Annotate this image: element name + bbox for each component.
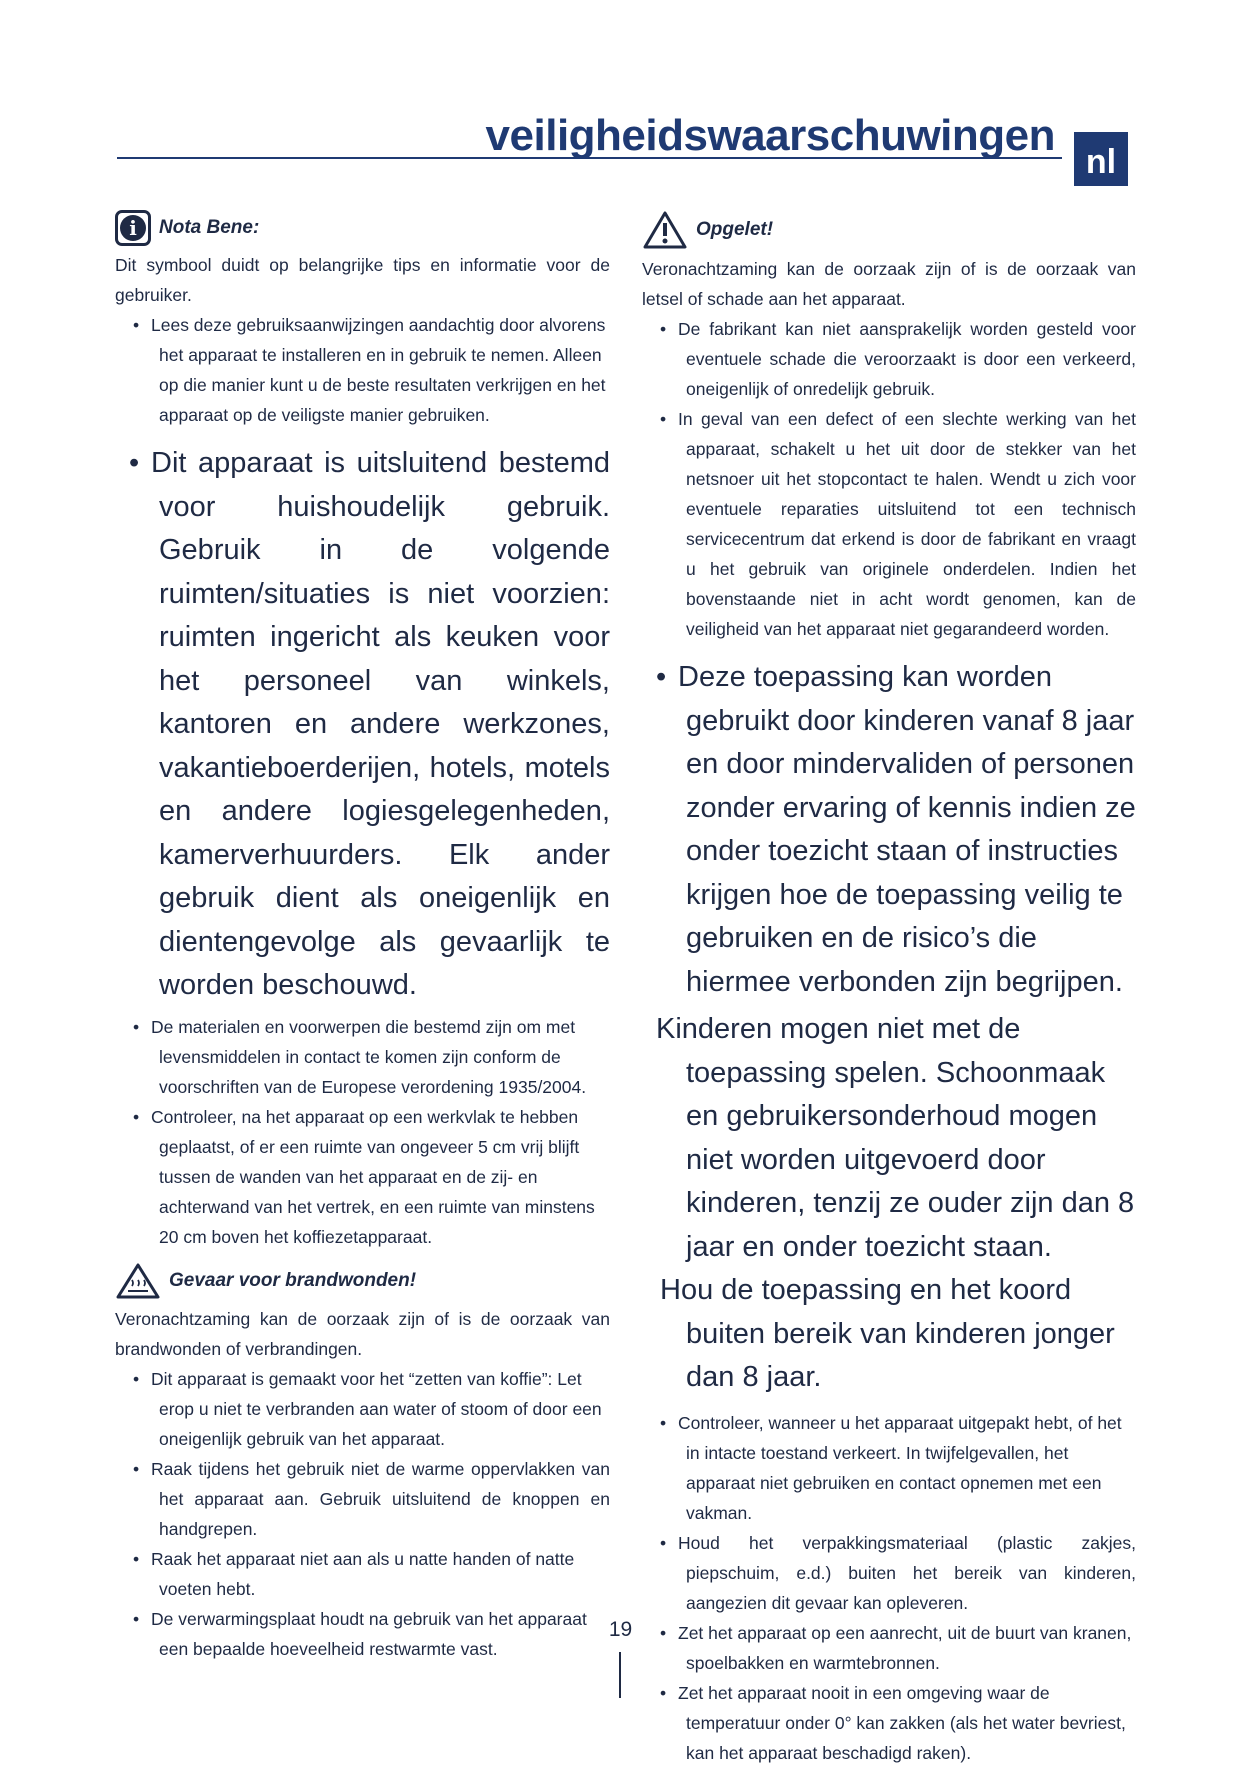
nota-bene-list	[115, 310, 610, 430]
household-use-list	[115, 442, 610, 1008]
household-use-warning: • Dit apparaat is uitsluitend bestemd voor huishoudelijk gebruik. Gebruik in de volgende ruimten/situaties is niet voorzien: ruimten ingericht als keuken voor het personeel van winkels, kantoren en andere werkzones, vakantieboerderijen, hotels, motels en andere logiesgelegenheden, kamerverhuurders. Elk ander gebruik dient als oneigenlijk en dientengevolge als gevaarlijk te worden beschouwd.	[115, 442, 610, 1008]
list-item: • Lees deze gebruiksaanwijzingen aandachtig door alvorens het apparaat te installeren en in gebruik te nemen. Alleen op die manier kunt u de beste resultaten verkrijgen en het apparaat op de veiligste manier gebruiken.	[115, 310, 610, 430]
installation-list	[642, 1408, 1136, 1768]
nota-bene-title: Nota Bene:	[159, 217, 260, 238]
page-number-rule	[619, 1652, 621, 1698]
children-use-list	[642, 656, 1136, 1004]
page-title: veiligheidswaarschuwingen	[485, 111, 1055, 160]
list-item: • Controleer, na het apparaat op een werkvlak te hebben geplaatst, of er een ruimte van ongeveer 5 cm vrij blijft tussen de wanden van het apparaat en de zij- en achterwand van het vertrek, en een ruimte van minstens 20 cm boven het koffiezetapparaat.	[115, 1102, 610, 1252]
left-column	[115, 210, 610, 1664]
list-item: • De verwarmingsplaat houdt na gebruik van het apparaat een bepaalde hoeveelheid restwarmte vast.	[115, 1604, 610, 1664]
list-item: • Raak het apparaat niet aan als u natte handen of natte voeten hebt.	[115, 1544, 610, 1604]
children-use-warning: • Deze toepassing kan worden gebruikt door kinderen vanaf 8 jaar en door mindervaliden of personen zonder ervaring of kennis indien ze onder toezicht staan of instructies krijgen hoe de toepassing veilig te gebruiken en de risico’s die hiermee verbonden zijn begrijpen.	[642, 656, 1136, 1004]
list-item: • In geval van een defect of een slechte werking van het apparaat, schakelt u het uit door de stekker van het netsnoer uit het stopcontact te halen. Wendt u zich voor eventuele reparaties uitsluitend tot een technisch servicecentrum dat erkend is door de fabrikant en vraagt u het gebruik van originele onderdelen. Indien het bovenstaande niet in acht wordt genomen, kan de veiligheid van het apparaat niet gegarandeerd worden.	[642, 404, 1136, 644]
hot-surface-warning-icon	[115, 1262, 161, 1300]
opgelet-title: Opgelet!	[696, 219, 774, 240]
list-item: • Dit apparaat is gemaakt voor het “zetten van koffie”: Let erop u niet te verbranden aan water of stoom of door een oneigenlijk gebruik van het apparaat.	[115, 1364, 610, 1454]
nota-bene-heading	[115, 210, 610, 246]
list-item: • De fabrikant kan niet aansprakelijk worden gesteld voor eventuele schade die veroorzaakt is door een verkeerd, oneigenlijk of onredelijk gebruik.	[642, 314, 1136, 404]
list-item: • Zet het apparaat op een aanrecht, uit de buurt van kranen, spoelbakken en warmtebronnen.	[642, 1618, 1136, 1678]
list-item: • Raak tijdens het gebruik niet de warme oppervlakken van het apparaat aan. Gebruik uitsluitend de knoppen en handgrepen.	[115, 1454, 610, 1544]
page-number: 19	[608, 1618, 633, 1641]
children-play-warning: Kinderen mogen niet met de toepassing spelen. Schoonmaak en gebruikersonderhoud mogen niet worden uitgevoerd door kinderen, tenzij ze ouder zijn dan 8 jaar en onder toezicht staan.	[656, 1013, 1135, 1263]
list-item: • Houd het verpakkingsmateriaal (plastic zakjes, piepschuim, e.d.) buiten het bereik van kinderen, aangezien dit gevaar kan opleveren.	[642, 1528, 1136, 1618]
burn-warning-heading	[115, 1262, 610, 1300]
info-icon: i	[115, 210, 151, 246]
materials-list	[115, 1012, 610, 1252]
list-item: • Zet het apparaat nooit in een omgeving waar de temperatuur onder 0° kan zakken (als het water bevriest, kan het apparaat beschadigd raken).	[642, 1678, 1136, 1768]
list-item: • De materialen en voorwerpen die bestemd zijn om met levensmiddelen in contact te komen zijn conform de voorschriften van de Europese verordening 1935/2004.	[115, 1012, 610, 1102]
opgelet-list	[642, 314, 1136, 644]
language-badge: nl	[1074, 132, 1128, 186]
burn-warning-text: Veronachtzaming kan de oorzaak zijn of is de oorzaak van brandwonden of verbrandingen.	[115, 1308, 610, 1359]
right-column	[642, 210, 1136, 1768]
burn-warning-title: Gevaar voor brandwonden!	[169, 1269, 417, 1291]
cord-warning: Hou de toepassing en het koord buiten bereik van kinderen jonger dan 8 jaar.	[660, 1274, 1115, 1393]
warning-triangle-icon	[642, 210, 688, 250]
opgelet-text: Veronachtzaming kan de oorzaak zijn of is de oorzaak van letsel of schade aan het apparaat.	[642, 259, 1136, 309]
list-item: • Controleer, wanneer u het apparaat uitgepakt hebt, of het in intacte toestand verkeert. In twijfelgevallen, het apparaat niet gebruiken en contact opnemen met een vakman.	[642, 1408, 1136, 1528]
nota-bene-text: Dit symbool duidt op belangrijke tips en informatie voor de gebruiker.	[115, 255, 610, 305]
opgelet-heading	[642, 210, 1136, 250]
